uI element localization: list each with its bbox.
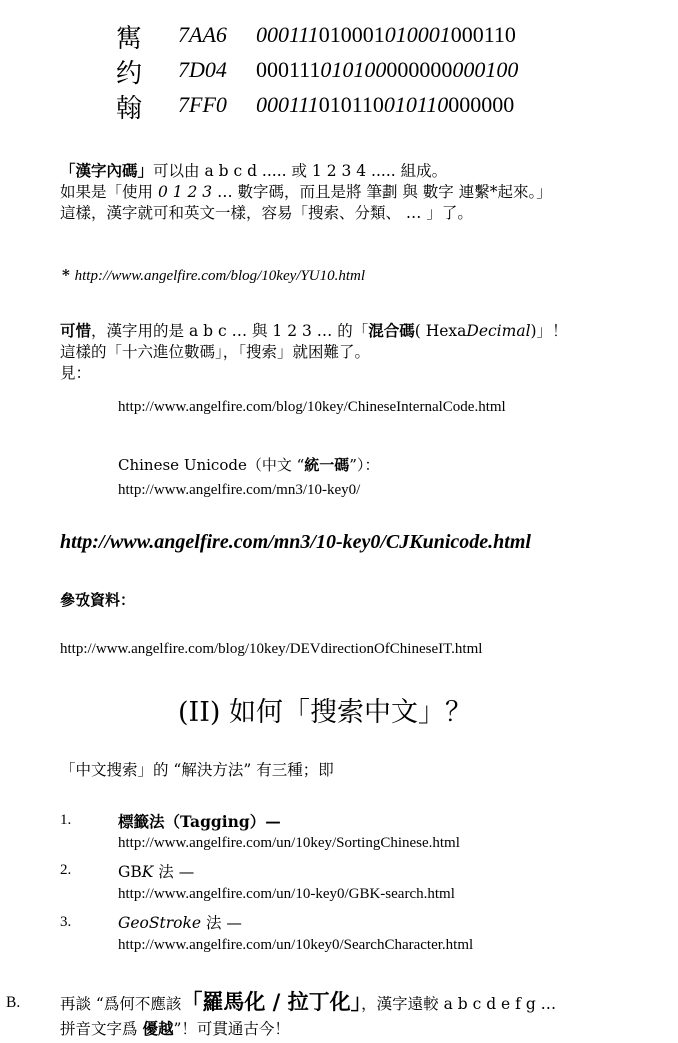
footnote-link[interactable]: http://www.angelfire.com/blog/10key/YU10.html <box>74 268 366 284</box>
code-row <box>0 22 678 52</box>
method-gbk-link[interactable]: http://www.angelfire.com/un/10-key0/GBK-search.html <box>118 886 455 902</box>
method-gbk-label: GBK 法 — <box>118 863 195 881</box>
code-hex: 7FF0 <box>178 92 227 117</box>
method-geostroke-label: GeoStroke 法 — <box>118 914 242 932</box>
dev-direction-link[interactable]: http://www.angelfire.com/blog/10key/DEVdirectionOfChineseIT.html <box>60 641 483 657</box>
method-geostroke-link[interactable]: http://www.angelfire.com/un/10key0/SearchCharacter.html <box>118 937 474 953</box>
code-glyph: 翰 <box>116 94 143 123</box>
section-heading: (II) 如何「搜索中文」？ <box>178 697 472 728</box>
code-bits: 000111010001010001000110 <box>256 22 516 47</box>
code-row <box>0 92 678 122</box>
footnote: * http://www.angelfire.com/blog/10key/YU10.html <box>62 266 366 284</box>
internal-code-link[interactable]: http://www.angelfire.com/blog/10key/ChineseInternalCode.html <box>118 399 506 415</box>
code-hex: 7D04 <box>178 57 227 82</box>
methods-intro: 「中文搜索」的 “解決方法” 有三種；即 <box>60 761 334 779</box>
method-tagging-label: 標籤法（Tagging）— <box>118 812 281 831</box>
references-label: 參攷資料： <box>60 591 136 609</box>
list-number: 3. <box>60 914 72 930</box>
list-number: 2. <box>60 862 72 878</box>
section-b-line1: 再談 “爲何不應該「羅馬化 / 拉丁化」，漢字遠較 a b c d e f g … <box>60 989 557 1014</box>
paragraph-hexadecimal <box>60 320 568 384</box>
method-tagging-link[interactable]: http://www.angelfire.com/un/10key/SortingChinese.html <box>118 835 460 851</box>
para-line: 如果是「使用 0 1 2 3 … 數字碼，而且是將 筆劃 與 數字 連繫*起來。」 <box>60 183 552 201</box>
code-glyph: 寯 <box>116 24 143 53</box>
code-bits: 000111010110010110000000 <box>256 92 515 117</box>
paragraph-internal-code <box>60 160 552 224</box>
unicode-label: Chinese Unicode（中文 “統一碼”）： <box>118 456 380 474</box>
list-number: 1. <box>60 812 72 828</box>
section-b-letter: B. <box>6 994 21 1011</box>
cjk-unicode-link[interactable]: http://www.angelfire.com/mn3/10-key0/CJKunicode.html <box>60 531 531 553</box>
section-b-line2: 拼音文字爲 優越”！可貫通古今！ <box>60 1019 290 1038</box>
code-glyph: 约 <box>116 59 143 88</box>
para-line: 見： <box>60 364 92 382</box>
para-line: 這樣的「十六進位數碼」，「搜索」就困難了。 <box>60 343 371 361</box>
code-row <box>0 57 678 87</box>
para-line: 「漢字內碼」可以由 a b c d ..... 或 1 2 3 4 ..... 組成。 <box>60 161 448 180</box>
code-bits: 000111010100000000000100 <box>256 57 519 82</box>
code-hex: 7AA6 <box>178 22 227 47</box>
unicode-link[interactable]: http://www.angelfire.com/mn3/10-key0/ <box>118 482 361 498</box>
para-line: 這樣，漢字就可和英文一樣，容易「搜索、分類、 … 」了。 <box>60 204 473 222</box>
para-line: 可惜，漢字用的是 a b c … 與 1 2 3 … 的「混合碼( HexaDecimal)」！ <box>60 321 568 340</box>
